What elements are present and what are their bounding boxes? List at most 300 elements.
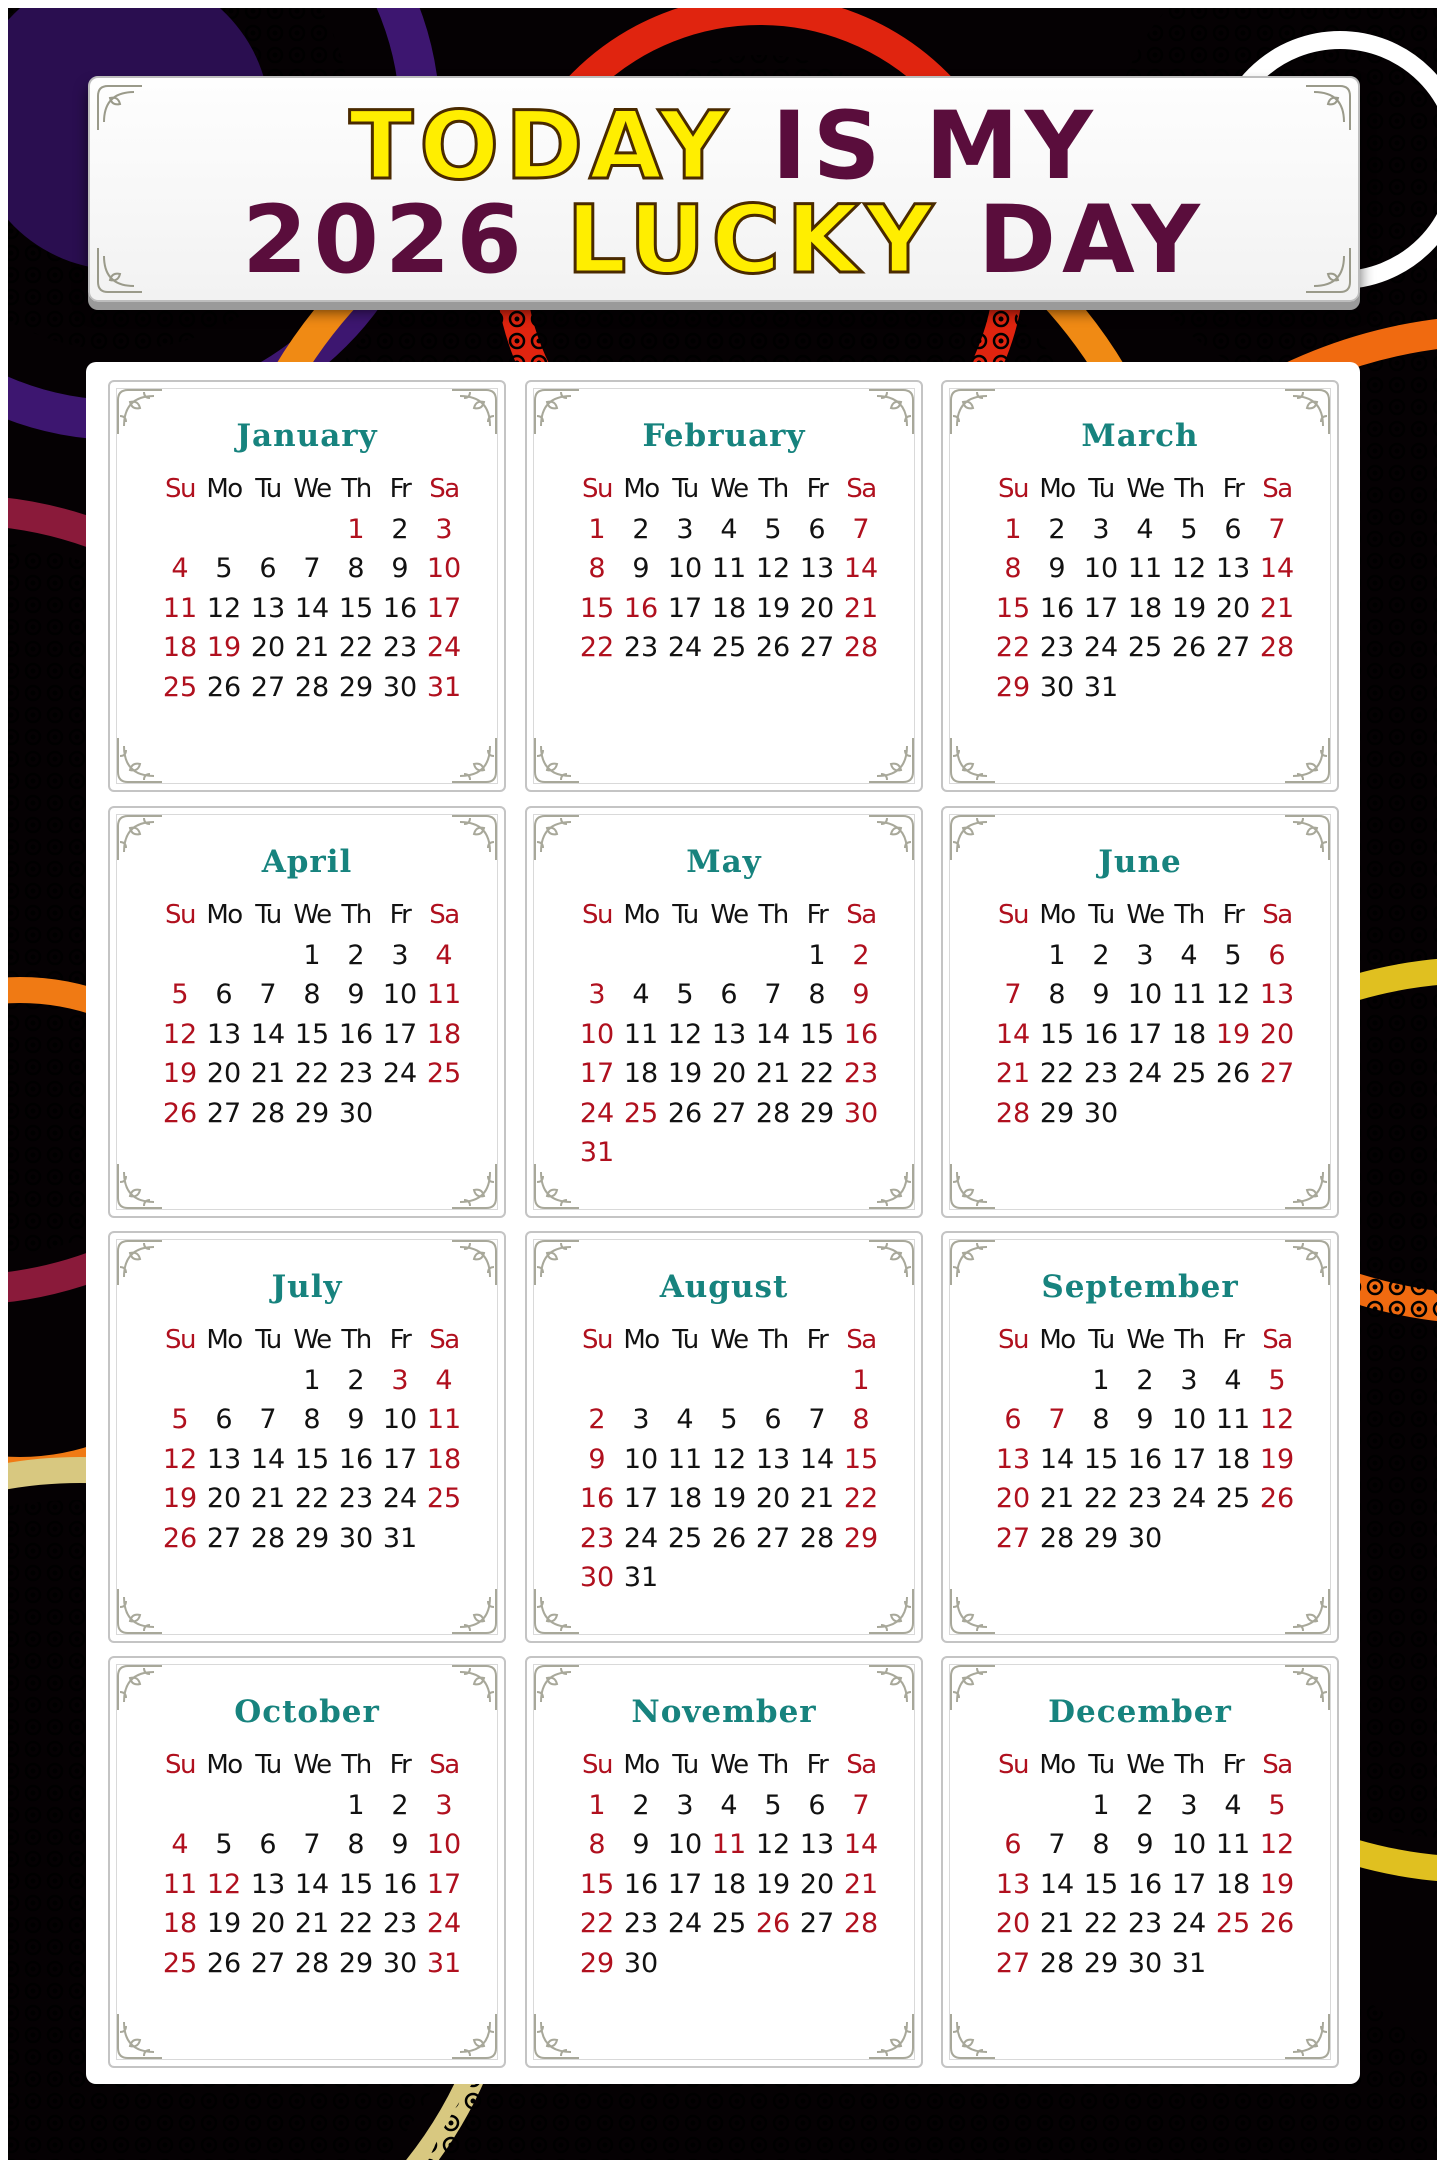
- day-cell: 16: [382, 1868, 418, 1900]
- day-cell: 11: [1215, 1404, 1251, 1435]
- day-cell: 22: [338, 1908, 374, 1939]
- day-cell: 20: [250, 632, 286, 663]
- empty-cell: [158, 510, 202, 550]
- weekday-header: Tu: [1088, 900, 1114, 930]
- flourish-icon: [531, 2010, 583, 2062]
- day-cell: 14: [799, 1443, 835, 1475]
- day-cell: 26: [206, 1947, 242, 1979]
- weekday-header: We: [293, 900, 331, 930]
- day-cell: 7: [808, 1404, 826, 1435]
- day-cell: 18: [1127, 592, 1163, 624]
- month-november: [525, 1656, 923, 2068]
- empty-cell: [663, 936, 707, 976]
- day-grid: [575, 470, 883, 668]
- day-cell: 20: [206, 1058, 242, 1089]
- day-cell: 16: [623, 1868, 659, 1900]
- day-cell: 7: [764, 979, 782, 1010]
- day-cell: 26: [1215, 1058, 1251, 1089]
- day-cell: 8: [347, 553, 365, 584]
- empty-cell: [991, 936, 1035, 976]
- day-cell: 4: [720, 513, 738, 545]
- day-cell: 24: [1171, 1908, 1207, 1939]
- weekday-header: Fr: [806, 1325, 828, 1355]
- day-grid: [991, 896, 1299, 1133]
- flourish-icon: [1281, 734, 1333, 786]
- day-cell: 15: [1083, 1868, 1119, 1900]
- flourish-icon: [448, 734, 500, 786]
- weekday-header: Su: [998, 900, 1028, 930]
- month-name: March: [1081, 418, 1199, 454]
- day-cell: 13: [206, 1443, 242, 1475]
- day-cell: 31: [1083, 671, 1119, 703]
- empty-cell: [290, 510, 334, 550]
- day-cell: 20: [206, 1483, 242, 1514]
- day-cell: 19: [162, 1058, 198, 1089]
- day-cell: 11: [426, 979, 462, 1010]
- day-cell: 15: [1039, 1018, 1075, 1050]
- day-cell: 10: [667, 1829, 703, 1860]
- weekday-header: Fr: [1222, 900, 1244, 930]
- day-cell: 25: [1215, 1483, 1251, 1514]
- weekday-header: We: [710, 1750, 748, 1780]
- day-cell: 4: [1224, 1364, 1242, 1396]
- day-cell: 31: [623, 1562, 659, 1593]
- day-cell: 13: [799, 1829, 835, 1860]
- day-cell: 25: [1171, 1058, 1207, 1089]
- day-cell: 24: [667, 1908, 703, 1939]
- day-cell: 13: [995, 1868, 1031, 1900]
- day-cell: 17: [667, 1868, 703, 1900]
- weekday-header: Mo: [623, 900, 659, 930]
- empty-cell: [1035, 1361, 1079, 1401]
- day-cell: 9: [1092, 979, 1110, 1010]
- day-cell: 18: [426, 1443, 462, 1475]
- day-cell: 12: [1259, 1404, 1295, 1435]
- day-cell: 3: [588, 979, 606, 1010]
- day-cell: 8: [588, 1829, 606, 1860]
- day-cell: 14: [1039, 1443, 1075, 1475]
- day-cell: 2: [347, 939, 365, 971]
- month-name: May: [686, 844, 762, 880]
- day-cell: 27: [1215, 632, 1251, 663]
- day-cell: 11: [162, 1868, 198, 1900]
- month-name: April: [261, 844, 353, 880]
- weekday-header: Su: [998, 474, 1028, 504]
- day-cell: 8: [852, 1404, 870, 1435]
- weekday-header: Th: [341, 474, 371, 504]
- day-cell: 21: [294, 1908, 330, 1939]
- month-february: [525, 380, 923, 792]
- weekday-header: Su: [165, 1325, 195, 1355]
- day-cell: 24: [579, 1097, 615, 1129]
- day-cell: 14: [843, 553, 879, 584]
- day-cell: 23: [579, 1522, 615, 1554]
- day-cell: 26: [1259, 1908, 1295, 1939]
- month-august: [525, 1231, 923, 1643]
- month-april: [108, 806, 506, 1218]
- day-cell: 6: [1224, 513, 1242, 545]
- day-cell: 23: [338, 1483, 374, 1514]
- flourish-icon: [947, 1160, 999, 1212]
- day-cell: 11: [711, 553, 747, 584]
- day-cell: 27: [1259, 1058, 1295, 1089]
- day-cell: 19: [206, 1908, 242, 1939]
- weekday-header: Mo: [206, 474, 242, 504]
- day-cell: 6: [1268, 939, 1286, 971]
- day-cell: 29: [294, 1097, 330, 1129]
- day-cell: 12: [162, 1018, 198, 1050]
- day-cell: 29: [338, 671, 374, 703]
- weekday-header: We: [293, 1325, 331, 1355]
- day-cell: 23: [1127, 1908, 1163, 1939]
- weekday-header: We: [1126, 474, 1164, 504]
- month-may: [525, 806, 923, 1218]
- day-cell: 6: [1004, 1829, 1022, 1860]
- day-cell: 11: [162, 592, 198, 624]
- weekday-header: Su: [582, 900, 612, 930]
- day-cell: 12: [206, 1868, 242, 1900]
- day-cell: 22: [1083, 1908, 1119, 1939]
- day-cell: 21: [799, 1483, 835, 1514]
- weekday-header: Mo: [1039, 474, 1075, 504]
- day-cell: 16: [623, 592, 659, 624]
- day-cell: 27: [206, 1097, 242, 1129]
- day-cell: 18: [667, 1483, 703, 1514]
- calendar-panel: [86, 362, 1360, 2084]
- day-cell: 5: [764, 513, 782, 545]
- weekday-header: Mo: [1039, 1750, 1075, 1780]
- day-cell: 5: [1180, 513, 1198, 545]
- day-cell: 30: [338, 1522, 374, 1554]
- empty-cell: [202, 1786, 246, 1826]
- day-cell: 1: [588, 513, 606, 545]
- day-grid: [991, 1321, 1299, 1558]
- day-cell: 17: [1083, 592, 1119, 624]
- weekday-header: Tu: [672, 1750, 698, 1780]
- day-cell: 22: [1083, 1483, 1119, 1514]
- day-cell: 24: [426, 1908, 462, 1939]
- day-cell: 27: [995, 1522, 1031, 1554]
- day-cell: 12: [667, 1018, 703, 1050]
- day-cell: 21: [1039, 1483, 1075, 1514]
- day-cell: 6: [259, 1829, 277, 1860]
- day-cell: 26: [711, 1522, 747, 1554]
- day-cell: 15: [338, 1868, 374, 1900]
- empty-cell: [707, 936, 751, 976]
- day-cell: 15: [338, 592, 374, 624]
- day-cell: 16: [1083, 1018, 1119, 1050]
- day-cell: 22: [294, 1058, 330, 1089]
- day-cell: 26: [162, 1097, 198, 1129]
- month-name: August: [659, 1269, 789, 1305]
- flourish-icon: [114, 1585, 166, 1637]
- day-cell: 19: [667, 1058, 703, 1089]
- month-name: December: [1048, 1694, 1232, 1730]
- day-cell: 16: [579, 1483, 615, 1514]
- day-cell: 28: [250, 1097, 286, 1129]
- empty-cell: [246, 1361, 290, 1401]
- day-cell: 11: [1171, 979, 1207, 1010]
- day-cell: 13: [799, 553, 835, 584]
- flourish-icon: [114, 1160, 166, 1212]
- day-cell: 2: [391, 513, 409, 545]
- day-cell: 14: [1039, 1868, 1075, 1900]
- day-cell: 22: [1039, 1058, 1075, 1089]
- weekday-header: Tu: [1088, 474, 1114, 504]
- day-cell: 19: [711, 1483, 747, 1514]
- weekday-header: Th: [758, 1750, 788, 1780]
- weekday-header: Th: [758, 474, 788, 504]
- day-cell: 30: [338, 1097, 374, 1129]
- weekday-header: Mo: [623, 1750, 659, 1780]
- empty-cell: [246, 1786, 290, 1826]
- day-cell: 3: [1180, 1364, 1198, 1396]
- day-cell: 28: [843, 632, 879, 663]
- weekday-header: Tu: [255, 900, 281, 930]
- day-cell: 21: [843, 592, 879, 624]
- day-cell: 27: [755, 1522, 791, 1554]
- day-cell: 8: [303, 979, 321, 1010]
- weekday-header: Fr: [389, 1325, 411, 1355]
- day-cell: 15: [579, 1868, 615, 1900]
- day-cell: 24: [426, 632, 462, 663]
- day-cell: 13: [711, 1018, 747, 1050]
- empty-cell: [158, 1361, 202, 1401]
- weekday-header: Su: [582, 474, 612, 504]
- weekday-header: We: [1126, 900, 1164, 930]
- day-grid: [991, 470, 1299, 707]
- flourish-icon: [865, 2010, 917, 2062]
- day-grid: [158, 1746, 466, 1983]
- day-cell: 3: [435, 513, 453, 545]
- day-cell: 12: [755, 1829, 791, 1860]
- day-cell: 21: [250, 1058, 286, 1089]
- month-january: [108, 380, 506, 792]
- day-cell: 20: [711, 1058, 747, 1089]
- day-cell: 2: [852, 939, 870, 971]
- empty-cell: [751, 936, 795, 976]
- day-cell: 15: [843, 1443, 879, 1475]
- day-cell: 23: [623, 1908, 659, 1939]
- flourish-icon: [947, 734, 999, 786]
- day-cell: 9: [391, 553, 409, 584]
- day-cell: 30: [579, 1562, 615, 1593]
- day-cell: 21: [1039, 1908, 1075, 1939]
- day-cell: 7: [1048, 1404, 1066, 1435]
- day-cell: 24: [382, 1483, 418, 1514]
- day-cell: 24: [667, 632, 703, 663]
- weekday-header: Tu: [672, 474, 698, 504]
- day-cell: 20: [250, 1908, 286, 1939]
- day-cell: 24: [623, 1522, 659, 1554]
- weekday-header: Su: [165, 900, 195, 930]
- day-cell: 8: [808, 979, 826, 1010]
- day-cell: 15: [579, 592, 615, 624]
- day-cell: 30: [623, 1947, 659, 1979]
- day-cell: 4: [171, 553, 189, 584]
- day-cell: 16: [1039, 592, 1075, 624]
- flourish-icon: [531, 734, 583, 786]
- day-cell: 12: [206, 592, 242, 624]
- weekday-header: Sa: [1262, 1750, 1292, 1780]
- empty-cell: [619, 1361, 663, 1401]
- day-cell: 18: [1171, 1018, 1207, 1050]
- day-cell: 18: [711, 592, 747, 624]
- day-cell: 10: [667, 553, 703, 584]
- day-cell: 5: [676, 979, 694, 1010]
- day-cell: 13: [755, 1443, 791, 1475]
- day-cell: 7: [259, 979, 277, 1010]
- empty-cell: [795, 1361, 839, 1401]
- day-cell: 3: [391, 1364, 409, 1396]
- weekday-header: Sa: [1262, 900, 1292, 930]
- empty-cell: [751, 1361, 795, 1401]
- month-name: June: [1098, 844, 1182, 880]
- weekday-header: Mo: [623, 474, 659, 504]
- day-cell: 4: [1224, 1789, 1242, 1821]
- day-cell: 1: [808, 939, 826, 971]
- day-cell: 8: [303, 1404, 321, 1435]
- day-cell: 14: [995, 1018, 1031, 1050]
- title-word: LUCKY: [566, 186, 940, 295]
- flourish-icon: [114, 734, 166, 786]
- day-cell: 26: [1171, 632, 1207, 663]
- day-cell: 2: [1048, 513, 1066, 545]
- day-cell: 4: [720, 1789, 738, 1821]
- day-cell: 24: [382, 1058, 418, 1089]
- day-cell: 16: [1127, 1443, 1163, 1475]
- month-name: September: [1041, 1269, 1239, 1305]
- flourish-icon: [1281, 1160, 1333, 1212]
- day-cell: 7: [303, 1829, 321, 1860]
- weekday-header: Mo: [623, 1325, 659, 1355]
- day-cell: 8: [1004, 553, 1022, 584]
- day-cell: 9: [391, 1829, 409, 1860]
- day-grid: [575, 1746, 883, 1983]
- empty-cell: [246, 510, 290, 550]
- day-cell: 6: [720, 979, 738, 1010]
- day-cell: 15: [294, 1018, 330, 1050]
- day-cell: 2: [1136, 1789, 1154, 1821]
- day-cell: 28: [755, 1097, 791, 1129]
- day-cell: 10: [382, 1404, 418, 1435]
- day-cell: 8: [347, 1829, 365, 1860]
- flourish-icon: [1281, 1585, 1333, 1637]
- day-cell: 22: [799, 1058, 835, 1089]
- weekday-header: We: [1126, 1750, 1164, 1780]
- day-cell: 18: [1215, 1868, 1251, 1900]
- day-cell: 23: [1039, 632, 1075, 663]
- day-cell: 2: [1136, 1364, 1154, 1396]
- day-cell: 6: [259, 553, 277, 584]
- day-cell: 10: [579, 1018, 615, 1050]
- day-cell: 4: [435, 939, 453, 971]
- day-cell: 7: [259, 1404, 277, 1435]
- weekday-header: Fr: [806, 900, 828, 930]
- empty-cell: [290, 1786, 334, 1826]
- day-cell: 11: [667, 1443, 703, 1475]
- weekday-header: Fr: [806, 474, 828, 504]
- month-october: [108, 1656, 506, 2068]
- day-cell: 11: [426, 1404, 462, 1435]
- empty-cell: [707, 1361, 751, 1401]
- day-cell: 14: [250, 1018, 286, 1050]
- day-cell: 14: [1259, 553, 1295, 584]
- day-grid: [158, 1321, 466, 1558]
- day-cell: 10: [382, 979, 418, 1010]
- month-name: October: [234, 1694, 380, 1730]
- day-cell: 5: [764, 1789, 782, 1821]
- day-cell: 1: [1092, 1364, 1110, 1396]
- empty-cell: [158, 936, 202, 976]
- day-cell: 11: [1215, 1829, 1251, 1860]
- day-cell: 25: [426, 1058, 462, 1089]
- weekday-header: Sa: [846, 1750, 876, 1780]
- weekday-header: Su: [582, 1750, 612, 1780]
- day-cell: 12: [1259, 1829, 1295, 1860]
- day-cell: 28: [843, 1908, 879, 1939]
- day-cell: 5: [215, 1829, 233, 1860]
- flourish-icon: [448, 2010, 500, 2062]
- weekday-header: Mo: [1039, 900, 1075, 930]
- day-cell: 7: [1048, 1829, 1066, 1860]
- day-cell: 10: [1127, 979, 1163, 1010]
- day-cell: 13: [1259, 979, 1295, 1010]
- day-cell: 13: [206, 1018, 242, 1050]
- day-cell: 19: [206, 632, 242, 663]
- day-cell: 2: [347, 1364, 365, 1396]
- day-cell: 31: [382, 1522, 418, 1554]
- day-cell: 19: [755, 592, 791, 624]
- weekday-header: Su: [582, 1325, 612, 1355]
- empty-cell: [158, 1786, 202, 1826]
- weekday-header: Fr: [1222, 474, 1244, 504]
- day-cell: 8: [1092, 1829, 1110, 1860]
- weekday-header: We: [293, 474, 331, 504]
- month-march: [941, 380, 1339, 792]
- day-cell: 21: [1259, 592, 1295, 624]
- day-cell: 26: [755, 632, 791, 663]
- day-cell: 13: [1215, 553, 1251, 584]
- weekday-header: Tu: [255, 1750, 281, 1780]
- day-cell: 31: [426, 1947, 462, 1979]
- empty-cell: [663, 1361, 707, 1401]
- weekday-header: Tu: [255, 474, 281, 504]
- day-cell: 14: [294, 592, 330, 624]
- day-cell: 28: [1039, 1522, 1075, 1554]
- weekday-header: Sa: [429, 900, 459, 930]
- day-grid: [158, 470, 466, 707]
- title-line-2: [90, 186, 1358, 295]
- day-cell: 28: [1259, 632, 1295, 663]
- month-name: November: [631, 1694, 817, 1730]
- day-cell: 18: [426, 1018, 462, 1050]
- weekday-header: Fr: [389, 1750, 411, 1780]
- day-grid: [991, 1746, 1299, 1983]
- day-cell: 19: [1215, 1018, 1251, 1050]
- day-cell: 3: [435, 1789, 453, 1821]
- day-cell: 10: [623, 1443, 659, 1475]
- month-name: July: [271, 1269, 343, 1305]
- day-cell: 1: [347, 1789, 365, 1821]
- day-cell: 21: [843, 1868, 879, 1900]
- day-cell: 22: [579, 1908, 615, 1939]
- day-cell: 18: [162, 1908, 198, 1939]
- day-cell: 9: [852, 979, 870, 1010]
- weekday-header: We: [710, 900, 748, 930]
- empty-cell: [202, 1361, 246, 1401]
- weekday-header: Th: [1174, 474, 1204, 504]
